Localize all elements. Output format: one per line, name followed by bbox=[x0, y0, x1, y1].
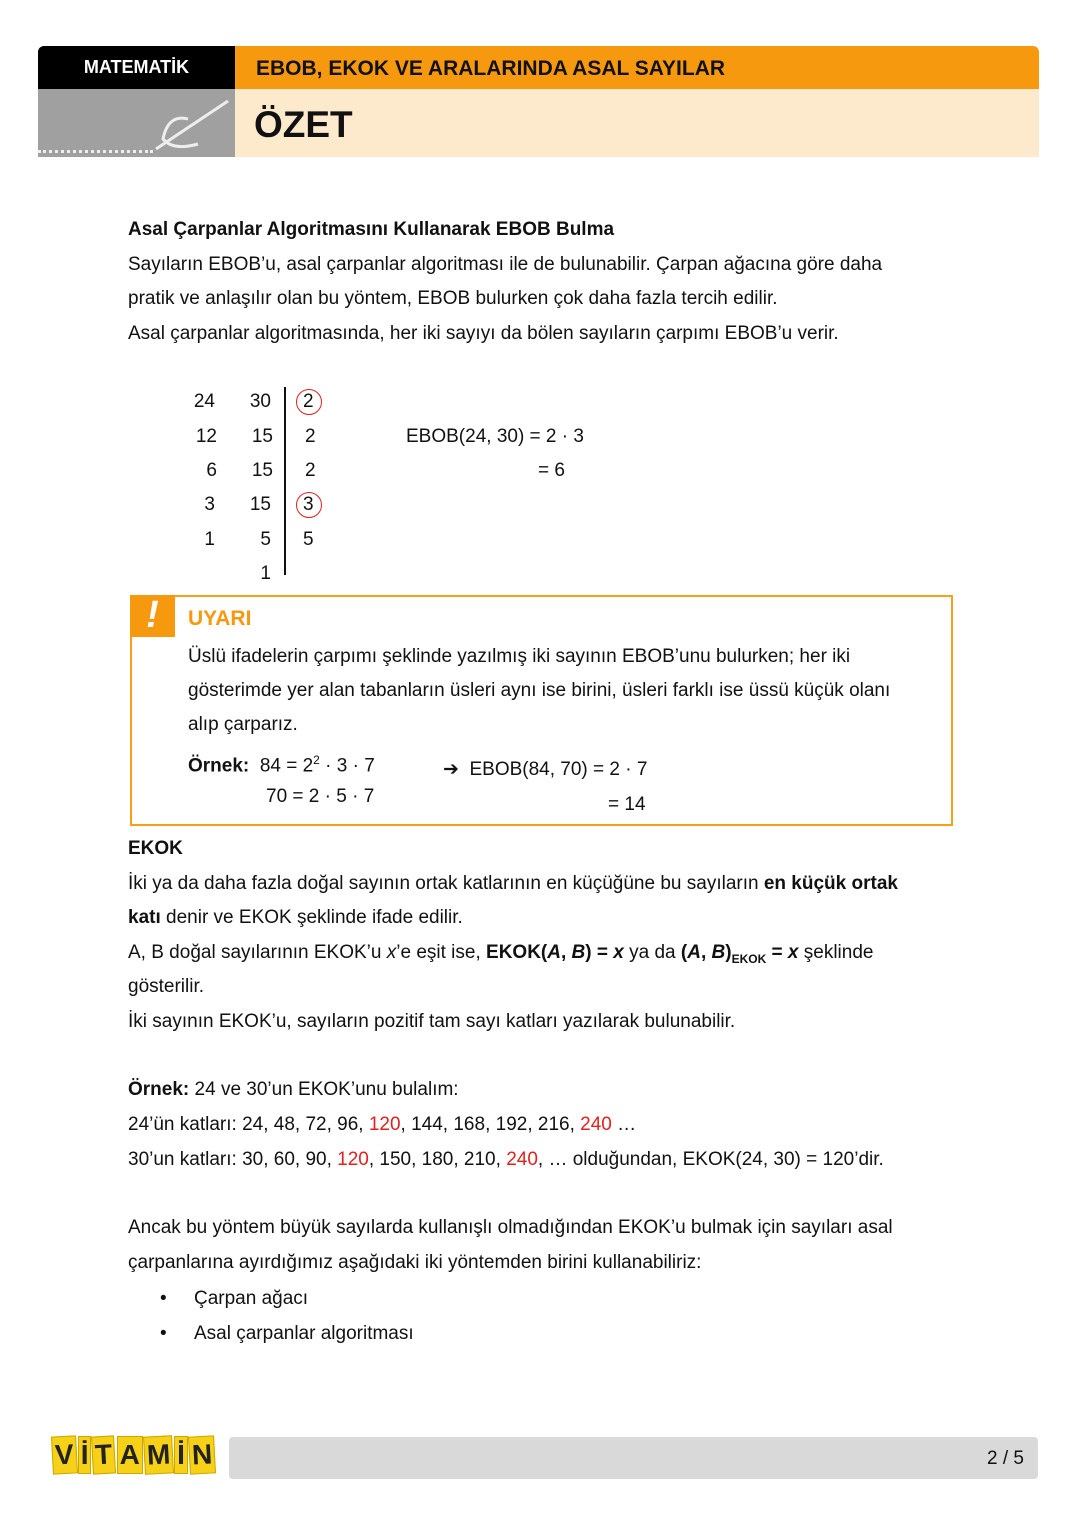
writing-hand-icon bbox=[38, 89, 235, 157]
logo-letter: T bbox=[91, 1435, 116, 1474]
bullet-icon: • bbox=[160, 1288, 167, 1309]
cell: 12 bbox=[195, 426, 217, 447]
text: A bbox=[547, 942, 561, 963]
warning-text: Üslü ifadelerin çarpımı şeklinde yazılmış iki sayının EBOB’unu bulurken; her iki bbox=[188, 646, 851, 667]
page-title: ÖZET bbox=[235, 89, 1039, 157]
paragraph: Sayıların EBOB’u, asal çarpanlar algoritması ile de bulunabilir. Çarpan ağacına göre daha bbox=[128, 254, 883, 275]
highlight: 120 bbox=[368, 1114, 401, 1135]
text: , 150, 180, 210, bbox=[368, 1149, 507, 1170]
section-heading: EKOK bbox=[128, 838, 183, 859]
paragraph bbox=[128, 872, 898, 896]
cell: 24 bbox=[193, 391, 215, 412]
topic-title: EBOB, EKOK VE ARALARINDA ASAL SAYILAR bbox=[235, 46, 1039, 89]
paragraph: pratik ve anlaşılır olan bu yöntem, EBOB bulurken çok daha fazla tercih edilir. bbox=[128, 288, 778, 309]
cell: 6 bbox=[206, 460, 217, 481]
text: ) bbox=[725, 942, 732, 963]
text: A bbox=[687, 942, 701, 963]
text: B bbox=[571, 942, 586, 963]
text: şeklinde bbox=[798, 942, 874, 963]
cell: 1 bbox=[260, 563, 271, 584]
warning-text: gösterimde yer alan tabanların üsleri aynı ise birini, üsleri farklı ise üssü küçük olanı bbox=[188, 680, 891, 701]
list-item bbox=[160, 1322, 414, 1346]
cell: 2 bbox=[303, 391, 314, 412]
highlight: 240 bbox=[506, 1149, 538, 1170]
example-label: Örnek: bbox=[188, 755, 250, 777]
text: ( bbox=[680, 942, 688, 963]
ebob-result-value: = 6 bbox=[538, 460, 565, 481]
cell: 15 bbox=[249, 494, 271, 515]
text: x bbox=[613, 942, 624, 963]
paragraph: Ancak bu yöntem büyük sayılarda kullanışlı olmadığından EKOK’u bulmak için sayıları asal bbox=[128, 1217, 893, 1238]
paragraph: gösterilir. bbox=[128, 976, 205, 997]
text: , … olduğundan, EKOK(24, 30) = 120’dir. bbox=[537, 1149, 884, 1170]
exponent: 2 bbox=[313, 753, 320, 767]
arrow-icon: ➔ bbox=[443, 759, 459, 780]
page-number: 2 / 5 bbox=[229, 1437, 1038, 1479]
logo-letter: İ bbox=[78, 1436, 92, 1474]
logo-letter: M bbox=[143, 1435, 174, 1474]
example-line bbox=[188, 748, 375, 778]
text: Çarpan ağacı bbox=[194, 1288, 309, 1309]
text: x bbox=[386, 942, 397, 963]
example-label: Örnek: bbox=[128, 1079, 190, 1100]
warning-title: UYARI bbox=[188, 607, 252, 630]
example-line bbox=[128, 1078, 459, 1102]
text: ’e eşit ise, bbox=[396, 942, 487, 963]
paragraph: çarpanlarına ayırdığımız aşağıdaki iki yöntemden birini kullanabiliriz: bbox=[128, 1252, 702, 1273]
paragraph bbox=[128, 941, 873, 971]
section-heading: Asal Çarpanlar Algoritmasını Kullanarak EBOB Bulma bbox=[128, 219, 615, 240]
cell: 1 bbox=[204, 529, 215, 550]
paragraph bbox=[128, 906, 463, 930]
text: ) = bbox=[585, 942, 614, 963]
example-result bbox=[443, 758, 647, 782]
cell: 5 bbox=[303, 529, 314, 550]
text: A, B doğal sayılarının EKOK’u bbox=[128, 942, 387, 963]
cell: 15 bbox=[251, 460, 273, 481]
text: 24’ün katları: 24, 48, 72, 96, bbox=[128, 1114, 369, 1135]
text: EBOB(84, 70) = 2 · 7 bbox=[469, 759, 648, 780]
text: x bbox=[787, 942, 799, 963]
text: B bbox=[711, 942, 726, 963]
cell: 2 bbox=[305, 426, 316, 447]
example-line: 70 = 2 · 5 · 7 bbox=[266, 786, 375, 807]
subject-label: MATEMATİK bbox=[38, 46, 235, 89]
text: , 144, 168, 192, 216, bbox=[400, 1114, 581, 1135]
text: 24 ve 30’un EKOK’unu bulalım: bbox=[189, 1079, 459, 1100]
multiples-24 bbox=[128, 1113, 636, 1137]
warning-box bbox=[130, 595, 953, 826]
list-item bbox=[160, 1287, 309, 1311]
highlight: 240 bbox=[580, 1114, 612, 1135]
paragraph: İki sayının EKOK’u, sayıların pozitif tam sayı katları yazılarak bulunabilir. bbox=[128, 1011, 736, 1032]
text: 30’un katları: 30, 60, 90, bbox=[128, 1149, 338, 1170]
example-result-value: = 14 bbox=[608, 794, 646, 815]
logo-letter: N bbox=[188, 1435, 216, 1474]
cell: 3 bbox=[204, 494, 215, 515]
text: , bbox=[560, 942, 572, 963]
text: en küçük ortak bbox=[763, 873, 898, 894]
multiples-30 bbox=[128, 1148, 884, 1172]
cell: 5 bbox=[260, 529, 271, 550]
vitamin-logo bbox=[52, 1436, 215, 1474]
highlight: 120 bbox=[337, 1149, 369, 1170]
warning-text: alıp çarparız. bbox=[188, 714, 298, 735]
cell: 30 bbox=[249, 391, 271, 412]
paragraph: Asal çarpanlar algoritmasında, her iki sayıyı da bölen sayıların çarpımı EBOB’u verir. bbox=[128, 323, 839, 344]
text: katı bbox=[128, 907, 161, 928]
text: EKOK( bbox=[486, 942, 548, 963]
text: · 3 · 7 bbox=[319, 755, 375, 777]
logo-letter: V bbox=[51, 1435, 78, 1474]
text: , bbox=[700, 942, 712, 963]
text: … bbox=[611, 1114, 637, 1135]
text: = bbox=[766, 942, 788, 963]
text: denir ve EKOK şeklinde ifade edilir. bbox=[160, 907, 463, 928]
subscript: EKOK bbox=[731, 951, 767, 966]
text: İki ya da daha fazla doğal sayının ortak katlarının en küçüğüne bu sayıların bbox=[128, 873, 764, 894]
logo-letter: İ bbox=[174, 1436, 188, 1474]
divider bbox=[284, 387, 286, 575]
text: Asal çarpanlar algoritması bbox=[194, 1323, 414, 1344]
cell: 2 bbox=[305, 460, 316, 481]
exclamation-icon: ! bbox=[130, 595, 175, 637]
cell: 3 bbox=[303, 494, 314, 515]
text: 84 = 2 bbox=[259, 755, 314, 777]
ebob-result: EBOB(24, 30) = 2 · 3 bbox=[406, 426, 584, 447]
logo-letter: A bbox=[117, 1436, 143, 1474]
bullet-icon: • bbox=[160, 1323, 167, 1344]
cell: 15 bbox=[251, 426, 273, 447]
text: ya da bbox=[623, 942, 681, 963]
